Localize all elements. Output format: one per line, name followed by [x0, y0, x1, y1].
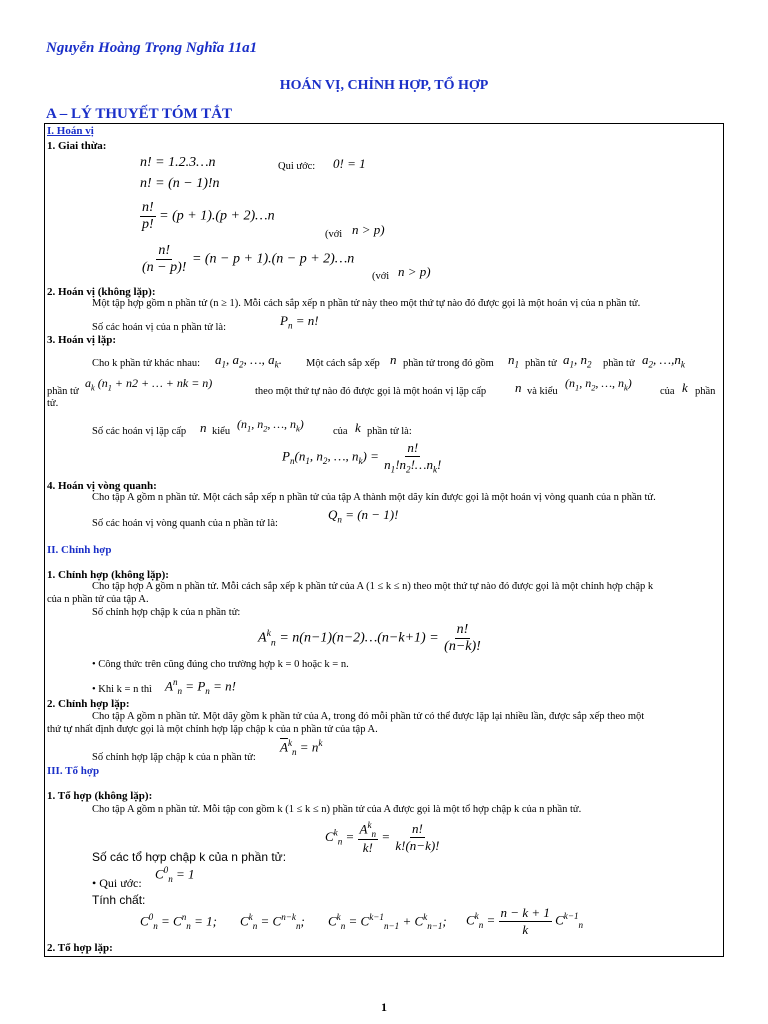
combination-text: Cho tập A gồm n phần tử. Mỗi tập con gồm k (1 ≤ k ≤ n) phần tử của A được gọi là một tổ hợp chập k của n phần tử. — [92, 804, 582, 815]
rep-a1-n2: $a_1$, $n_2$ — [563, 352, 592, 370]
rep-text-2e: phần — [695, 386, 716, 397]
repeated-arrangement-heading: 2. Chỉnh hợp lặp: — [47, 698, 130, 710]
permutation-count: Số các hoán vị của n phần tử là: — [92, 322, 226, 333]
rep-text-2a: phần tử — [47, 386, 79, 397]
formula-repeated-permutation: $P_n(n_1$, $n_2$, …, $n_k$) = $\frac{n!}{n_1!n_2!\dots n_k!}$ — [282, 440, 442, 475]
document-title: HOÁN VỊ, CHỈNH HỢP, TỔ HỢP — [279, 78, 489, 93]
combination-convention-label: • Qui ước: — [92, 876, 142, 890]
convention-label: Qui ước: — [278, 161, 316, 172]
rep-n-1: n — [390, 352, 397, 367]
rep-n1: $n_1$ — [508, 352, 520, 370]
rep-a2-nk: $a_2$, $\dots,n_k$ — [642, 352, 685, 370]
rep-text-2b: theo một thứ tự nào đó được gọi là một hoán vị lặp cấp — [255, 386, 487, 397]
rep-count-d: phần tử là: — [367, 426, 412, 437]
formula-arrangement: $A^k_n$ = n(n−1)(n−2)…(n−k+1) = $\frac{n!}{(n-k)!}$ — [258, 622, 481, 654]
formula-qn: $Q_n = (n - 1)$! — [328, 507, 399, 525]
repeated-permutation-heading: 3. Hoán vị lặp: — [47, 334, 117, 346]
repeated-arrangement-count: Số chỉnh hợp lặp chập k của n phần tử: — [92, 752, 256, 763]
condition-1: n > p) — [352, 222, 385, 237]
formula-ann: $A^n_n = P_n = n$! — [165, 677, 236, 696]
properties-label: Tính chất: — [92, 893, 146, 907]
rep-count-a: Số các hoán vị lặp cấp — [92, 426, 187, 437]
property-2: $C^k_n = C^{n-k}_n$; — [240, 912, 305, 931]
rep-count-tuple: ($n_1$, $n_2$, …, $n_k$) — [237, 417, 304, 434]
formula-repeated-arrangement: $\overline{A}^k_n = n^k$ — [280, 738, 323, 757]
rep-elements: $a_1$, $a_2$, …, $a_k$. — [215, 352, 282, 370]
rep-text-1d: phần tử — [525, 358, 557, 369]
arrangement-text-1: Cho tập hợp A gồm n phần tử. Mỗi cách sắp xếp k phần tử của A (1 ≤ k ≤ n) theo một thứ tự nào đó được gọi là một chỉnh hợp chập k — [92, 581, 654, 592]
arrangement-count: Số chỉnh hợp chập k của n phần tử: — [92, 607, 241, 618]
convention-formula: 0! = 1 — [333, 156, 366, 171]
arrangement-heading: 1. Chỉnh hợp (không lặp): — [47, 569, 169, 581]
rep-sum-condition: $a_k$ ($n_1 + n2$ + … + nk = n) — [85, 376, 213, 393]
permutation-heading: 2. Hoán vị (không lặp): — [47, 286, 156, 298]
rep-text-2c: và kiểu — [527, 386, 558, 397]
formula-combination: $C^k_n$ = $\frac{A^k_n}{k!}$ = $\frac{n!}{k!(n-k)!}$ — [325, 820, 440, 855]
combination-count: Số các tổ hợp chập k của n phần tử: — [92, 850, 287, 864]
page-number: 1 — [381, 1000, 387, 1014]
condition-2: n > p) — [398, 264, 431, 279]
rep-count-c: của — [333, 426, 348, 437]
with-label-2: (với — [372, 271, 390, 282]
combination-heading: 1. Tổ hợp (không lặp): — [47, 790, 153, 802]
formula-cn0: $C^0_n = 1$ — [155, 865, 195, 884]
section-a-heading: A – LÝ THUYẾT TÓM TẮT — [46, 106, 233, 122]
arrangement-bullet-1: • Công thức trên cũng đúng cho trường hợp k = 0 hoặc k = n. — [92, 659, 349, 670]
rep-type-tuple: ($n_1$, $n_2$, …, $n_k$) — [565, 376, 632, 393]
formula-pn: $P_n = n$! — [280, 313, 319, 331]
rep-n-2: n — [515, 380, 522, 395]
rep-text-3: tử. — [47, 398, 59, 409]
repeated-arrangement-text-2: thứ tự nhất định được gọi là một chỉnh hợp lặp chập k của n phần tử của tập A. — [47, 724, 378, 735]
part3-heading: III. Tổ hợp — [47, 765, 100, 777]
formula-factorial-2: n! = (n − 1)!n — [140, 176, 220, 191]
formula-factorial-1: n! = 1.2.3…n — [140, 155, 216, 170]
rep-text-1a: Cho k phần tử khác nhau: — [92, 358, 201, 369]
arrangement-bullet-2: • Khi k = n thì — [92, 684, 153, 695]
author-line: Nguyễn Hoàng Trọng Nghĩa 11a1 — [46, 40, 258, 56]
property-1: $C^0_n = C^n_n = 1$; — [140, 912, 217, 931]
rep-text-1c: phần tử trong đó gồm — [403, 358, 494, 369]
rep-text-2d: của — [660, 386, 675, 397]
property-4: $C^k_n$ = $\frac{n - k + 1}{k}$ $C^{k-1}_n$ — [466, 905, 584, 937]
circular-count: Số các hoán vị vòng quanh của n phần tử là: — [92, 518, 278, 529]
repeated-combination-heading: 2. Tổ hợp lặp: — [47, 942, 113, 954]
rep-count-k: k — [355, 420, 361, 435]
rep-count-n: n — [200, 420, 207, 435]
repeated-arrangement-text-1: Cho tập A gồm n phần tử. Một dãy gồm k phần tử của A, trong đó mỗi phần tử có thể được lặp lại nhiều lần, được sắp xếp theo một — [92, 711, 645, 722]
circular-permutation-heading: 4. Hoán vị vòng quanh: — [47, 480, 157, 492]
formula-ratio-1: $\frac{n!}{p!}$ = (p + 1).(p + 2)…n — [142, 200, 275, 232]
rep-count-b: kiểu — [212, 426, 231, 437]
rep-k-1: k — [682, 380, 688, 395]
property-3: $C^k_n = C^{k-1}_{n-1} + C^k_{n-1}$; — [328, 912, 447, 931]
factorial-heading: 1. Giai thừa: — [47, 140, 107, 152]
rep-text-1b: Một cách sắp xếp — [306, 358, 380, 369]
arrangement-text-2: của n phần tử của tập A. — [47, 594, 149, 605]
formula-ratio-2: $\frac{n!}{(n - p)!}$ = (n − p + 1).(n − p + 2)…n — [142, 243, 355, 275]
with-label-1: (với — [325, 229, 343, 240]
permutation-text: Một tập hợp gồm n phần tử (n ≥ 1). Mỗi cách sắp xếp n phần tử này theo một thứ tự nào đó được gọi là một hoán vị của n phần tử. — [92, 298, 641, 309]
part1-heading: I. Hoán vị — [47, 125, 94, 137]
part2-heading: II. Chỉnh hợp — [47, 544, 112, 556]
circular-text: Cho tập A gồm n phần tử. Một cách sắp xếp n phần tử của tập A thành một dãy kín được gọi là một hoán vị vòng quanh của n phần tử. — [92, 492, 656, 503]
rep-text-1e: phần tử — [603, 358, 635, 369]
